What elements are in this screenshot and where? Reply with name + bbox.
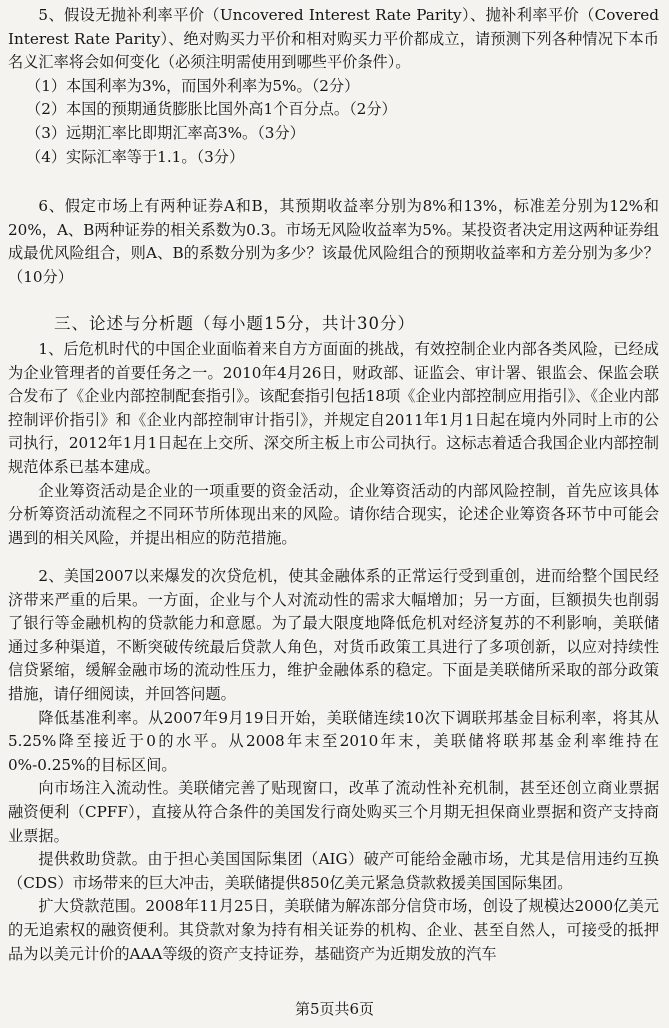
question-5-item-3: （3）远期汇率比即期汇率高3%。（3分） [26, 123, 305, 142]
essay-2-paragraph-1: 2、美国2007以来爆发的次贷危机，使其金融体系的正常运行受到重创，进而给整个国民经济带来严重的后果。一方面，企业与个人对流动性的需求大幅增加；另一方面，巨额损失也削弱了银行等金融机构的贷款能力和意愿。为了最大限度地降低危机对经济复苏的不利影响，美联储通过多种渠道，不断突破传统最后贷款人角色，对货币政策工具进行了多项创新，以应对持续性信贷紧缩，缓解金融市场的流动性压力，维护金融体系的稳定。下面是美联储所采取的部分政策措施，请仔细阅读，并回答问题。 [8, 567, 659, 703]
essay-2-paragraph-2: 降低基准利率。从2007年9月19日开始，美联储连续10次下调联邦基金目标利率，将其从5.25%降至接近于0的水平。从2008年末至2010年末，美联储将联邦基金利率维持在0%-0.25%的目标区间。 [8, 708, 659, 774]
essay-2-paragraph-3: 向市场注入流动性。美联储完善了贴现窗口，改革了流动性补充机制，甚至还创立商业票据融资便利（CPFF），直接从符合条件的美国发行商处购买三个月期无担保商业票据和资产支持商业票据。 [8, 779, 659, 845]
section-3-title: 三、论述与分析题（每小题15分，共计30分） [54, 314, 415, 333]
essay-2-paragraph-5: 扩大贷款范围。2008年11月25日，美联储为解冻部分信贷市场，创设了规模达2000亿美元的无追索权的融资便利。其贷款对象为持有相关证券的机构、企业、甚至自然人，可接受的抵押品为以美元计价的AAA等级的资产支持证券，基础资产为近期发放的汽车 [8, 897, 659, 963]
question-5-stem: 5、假设无抛补利率平价（Uncovered Interest Rate Parity）、抛补利率平价（Covered Interest Rate Parity）、绝对购买力平价和相对购买力平价都成立，请预测下列各种情况下本币名义汇率将会如何变化（必须注明需使用到哪些平价条件）。 [8, 6, 659, 72]
question-6 [0, 195, 669, 289]
essay-1-paragraph-2: 企业筹资活动是企业的一项重要的资金活动，企业筹资活动的内部风险控制，首先应该具体分析筹资活动流程之不同环节所体现出来的风险。请你结合现实，论述企业筹资各环节中可能会遇到的相关风险，并提出相应的防范措施。 [8, 481, 659, 547]
page-footer: 第5页共6页 [294, 1000, 375, 1018]
question-5-item-4: （4）实际汇率等于1.1。（3分） [26, 147, 245, 166]
essay-2-paragraph-4: 提供救助贷款。由于担心美国国际集团（AIG）破产可能给金融市场，尤其是信用违约互换（CDS）市场带来的巨大冲击，美联储提供850亿美元紧急贷款救援美国国际集团。 [8, 850, 659, 892]
section-3 [0, 312, 669, 336]
question-5-item-1: （1）本国利率为3%，而国外利率为5%。（2分） [26, 76, 360, 95]
essay-question-1 [0, 338, 669, 550]
question-5-item-2: （2）本国的预期通货膨胀比国外高1个百分点。（2分） [26, 100, 397, 119]
essay-question-2 [0, 565, 669, 966]
question-5 [0, 4, 669, 169]
essay-1-paragraph-1: 1、后危机时代的中国企业面临着来自方方面面的挑战，有效控制企业内部各类风险，已经成为企业管理者的首要任务之一。2010年4月26日，财政部、证监会、审计署、银监会、保监会联合发布了《企业内部控制配套指引》。该配套指引包括18项《企业内部控制应用指引》、《企业内部控制评价指引》和《企业内部控制审计指引》，并规定自2011年1月1日起在境内外同时上市的公司执行，2012年1月1日起在上交所、深交所主板上市公司执行。这标志着适合我国企业内部控制规范体系已基本建成。 [8, 340, 659, 476]
question-6-text: 6、假定市场上有两种证券A和B，其预期收益率分别为8%和13%，标准差分别为12%和20%，A、B两种证券的相关系数为0.3。市场无风险收益率为5%。某投资者决定用这两种证券组成最优风险组合，则A、B的系数分别为多少？该最优风险组合的预期收益率和方差分别为多少？（10分） [8, 197, 659, 286]
